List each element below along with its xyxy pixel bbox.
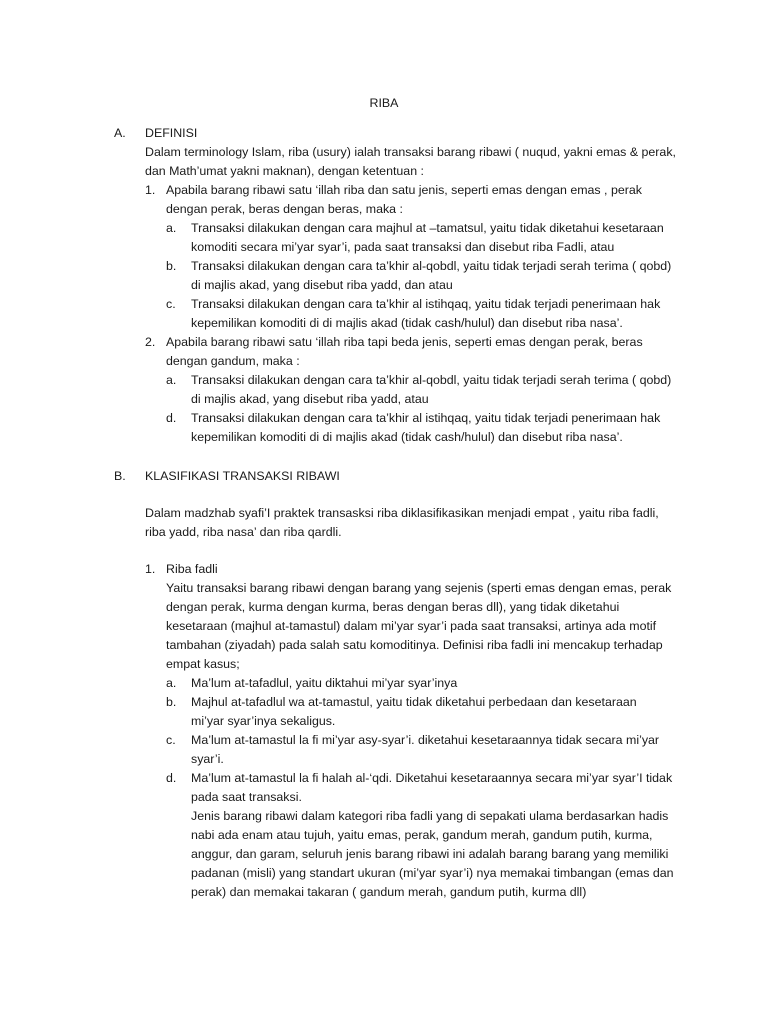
text-line: kepemilikan komoditi di di majlis akad (tidak cash/hulul) dan disebut riba nasa’. <box>191 316 623 330</box>
sub-list-marker: b. <box>166 695 177 709</box>
text-line: padanan (misli) yang standart ukuran (mi’yar syar’i) nya memakai timbangan (emas dan <box>191 866 674 880</box>
sub-list-marker: c. <box>166 733 176 747</box>
sub-list-marker: c. <box>166 297 176 311</box>
text-line: Transaksi dilakukan dengan cara majhul at –tamatsul, yaitu tidak diketahui kesetaraan <box>191 221 664 235</box>
text-line: nabi ada enam atau tujuh, yaitu emas, perak, gandum merah, gandum putih, kurma, <box>191 828 653 842</box>
sub-list-item <box>166 693 694 731</box>
text-line: perak) dan memakai takaran ( gandum merah, gandum putih, kurma dll) <box>191 885 587 899</box>
text-line: Transaksi dilakukan dengan cara ta’khir al istihqaq, yaitu tidak terjadi penerimaan hak <box>191 297 661 311</box>
text-line: Transaksi dilakukan dengan cara ta’khir al-qobdl, yaitu tidak terjadi serah terima ( qobd) <box>191 373 672 387</box>
text-line: kepemilikan komoditi di di majlis akad (tidak cash/hulul) dan disebut riba nasa’. <box>191 430 623 444</box>
subsection-title: Riba fadli <box>166 562 218 576</box>
sub-list-item <box>166 409 694 447</box>
text-line: anggur, dan garam, seluruh jenis barang ribawi ini adalah barang barang yang memiliki <box>191 847 669 861</box>
text-line: Apabila barang ribawi satu ‘illah riba tapi beda jenis, seperti emas dengan perak, beras <box>166 335 643 349</box>
text-line: Apabila barang ribawi satu ‘illah riba dan satu jenis, seperti emas dengan emas , perak <box>166 183 642 197</box>
text-line: Transaksi dilakukan dengan cara ta’khir al istihqaq, yaitu tidak terjadi penerimaan hak <box>191 411 661 425</box>
text-line: syar’i. <box>191 752 224 766</box>
text-line: di majlis akad, yang disebut riba yadd, dan atau <box>191 278 453 292</box>
text-line: Majhul at-tafadlul wa at-tamastul, yaitu tidak diketahui perbedaan dan kesetaraan <box>191 695 637 709</box>
section-heading <box>114 467 694 486</box>
section-definisi <box>114 124 694 447</box>
sub-list-marker: a. <box>166 676 177 690</box>
section-marker: B. <box>114 469 126 483</box>
sub-list-item <box>166 371 694 409</box>
text-line: mi’yar syar’inya sekaligus. <box>191 714 336 728</box>
list-item <box>145 333 694 447</box>
ordered-list <box>145 181 694 447</box>
text-line: komoditi secara mi’yar syar’i, pada saat transaksi dan disebut riba Fadli, atau <box>191 240 615 254</box>
text-line: dan Math’umat yakni maknan), dengan ketentuan : <box>145 164 424 178</box>
sub-list-marker: d. <box>166 771 177 785</box>
text-line: dengan perak, beras dengan beras, maka : <box>166 202 403 216</box>
intro-paragraph <box>114 504 694 542</box>
text-line: Dalam madzhab syafi’I praktek transasksi riba diklasifikasikan menjadi empat , yaitu riba fadli, <box>145 506 659 520</box>
sub-list-marker: a. <box>166 373 177 387</box>
text-line: dengan perak, kurma dengan kurma, beras dengan beras dll), yang tidak diketahui <box>166 600 620 614</box>
list-marker: 1. <box>145 562 156 576</box>
text-line: Ma’lum at-tafadlul, yaitu diktahui mi’yar syar’inya <box>191 676 458 690</box>
text-line: Ma’lum at-tamastul la fi mi’yar asy-syar’i. diketahui kesetaraannya tidak secara mi’yar <box>191 733 660 747</box>
sub-list-marker: d. <box>166 411 177 425</box>
list-item <box>145 560 694 902</box>
text-line: kesetaraan (majhul at-tamastul) dalam mi’yar syar’i pada saat transaksi, artinya ada motif <box>166 619 657 633</box>
ordered-list <box>145 560 694 902</box>
sub-list-marker: b. <box>166 259 177 273</box>
list-item <box>145 181 694 333</box>
section-marker: A. <box>114 126 126 140</box>
list-marker: 2. <box>145 335 156 349</box>
text-line: di majlis akad, yang disebut riba yadd, atau <box>191 392 429 406</box>
text-line: pada saat transaksi. <box>191 790 302 804</box>
sub-list-item <box>166 257 694 295</box>
section-title: KLASIFIKASI TRANSAKSI RIBAWI <box>145 469 340 483</box>
text-line: Yaitu transaksi barang ribawi dengan barang yang sejenis (sperti emas dengan emas, perak <box>166 581 672 595</box>
sub-list-item <box>166 295 694 333</box>
intro-paragraph <box>114 143 694 181</box>
paragraph <box>166 579 694 674</box>
section-klasifikasi <box>114 467 694 902</box>
section-heading <box>114 124 694 143</box>
sub-list-item <box>166 674 694 693</box>
list-marker: 1. <box>145 183 156 197</box>
text-line: riba yadd, riba nasa’ dan riba qardli. <box>145 525 342 539</box>
text-line: Transaksi dilakukan dengan cara ta’khir al-qobdl, yaitu tidak terjadi serah terima ( qobd) <box>191 259 672 273</box>
sub-list-marker: a. <box>166 221 177 235</box>
text-line: dengan gandum, maka : <box>166 354 300 368</box>
sub-list-item <box>166 769 694 902</box>
sub-list-item <box>166 219 694 257</box>
text-line: tambahan (ziyadah) pada salah satu komoditinya. Definisi riba fadli ini mencakup terhadap <box>166 638 663 652</box>
text-line: Dalam terminology Islam, riba (usury) ialah transaksi barang ribawi ( nuqud, yakni emas & perak, <box>145 145 676 159</box>
section-title: DEFINISI <box>145 126 198 140</box>
text-line: empat kasus; <box>166 657 240 671</box>
text-line: Ma’lum at-tamastul la fi halah al-‘qdi. Diketahui kesetaraannya secara mi’yar syar’I tidak <box>191 771 673 785</box>
sub-list-item <box>166 731 694 769</box>
document-title: RIBA <box>369 96 399 110</box>
text-line: Jenis barang ribawi dalam kategori riba fadli yang di sepakati ulama berdasarkan hadis <box>191 809 669 823</box>
